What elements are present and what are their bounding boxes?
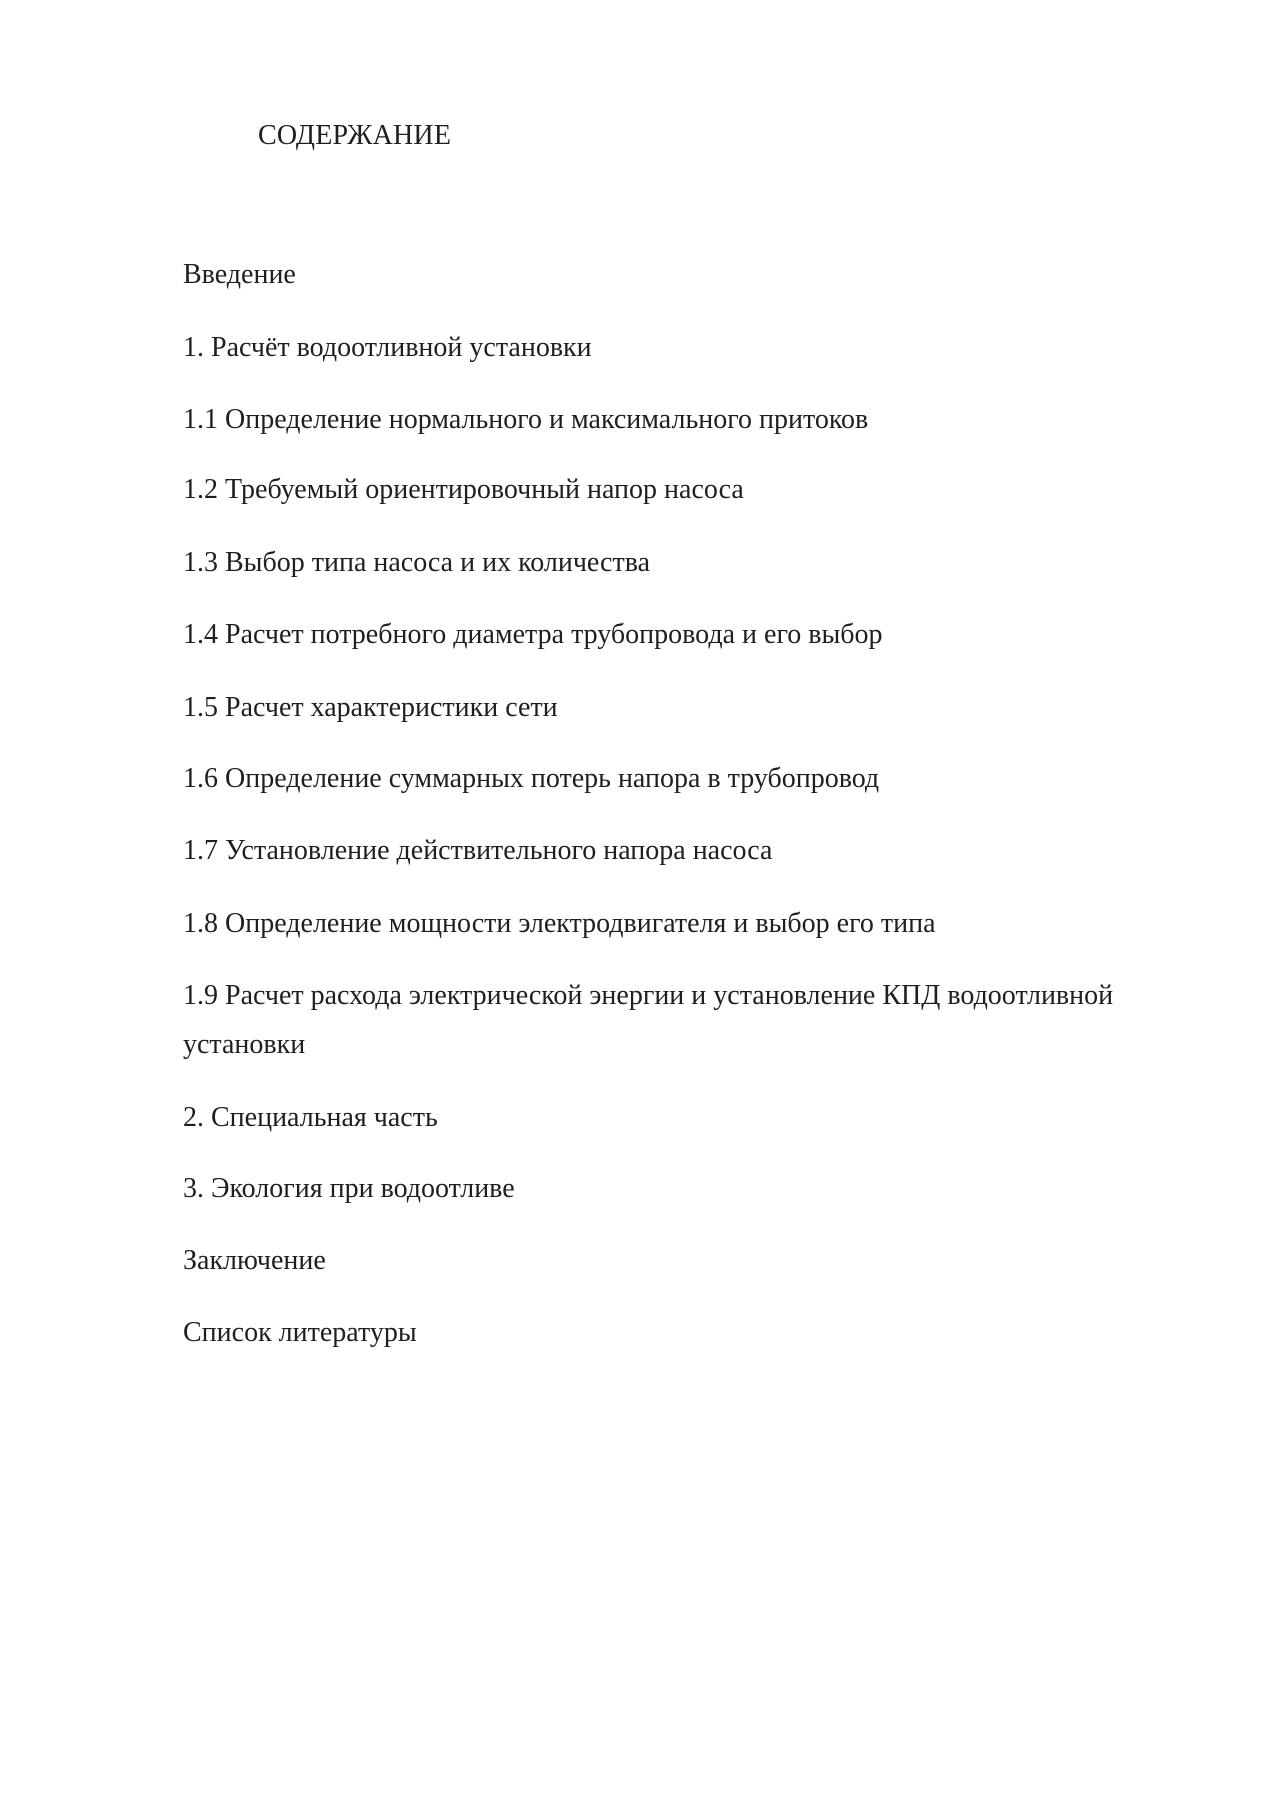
toc-item-conclusion: Заключение — [183, 1245, 326, 1276]
toc-item-1-1: 1.1 Определение нормального и максимального притоков — [183, 404, 869, 435]
toc-item-references: Список литературы — [183, 1317, 417, 1348]
toc-item-1-2: 1.2 Требуемый ориентировочный напор насоса — [183, 474, 744, 505]
toc-item-1-4: 1.4 Расчет потребного диаметра трубопровода и его выбор — [183, 619, 883, 650]
toc-item-1-9: 1.9 Расчет расхода электрической энергии и установление КПД водоотливной установки — [183, 980, 1114, 1060]
page-title: СОДЕРЖАНИЕ — [258, 120, 452, 151]
toc-item-3: 3. Экология при водоотливе — [183, 1173, 515, 1204]
toc-item-introduction: Введение — [183, 259, 296, 290]
toc-item-1-6: 1.6 Определение суммарных потерь напора в трубопровод — [183, 763, 880, 794]
toc-item-1-8: 1.8 Определение мощности электродвигателя и выбор его типа — [183, 908, 936, 939]
toc-item-2: 2. Специальная часть — [183, 1102, 438, 1133]
toc-item-1-5: 1.5 Расчет характеристики сети — [183, 692, 558, 723]
toc-item-1-7: 1.7 Установление действительного напора насоса — [183, 835, 773, 866]
toc-item-1-3: 1.3 Выбор типа насоса и их количества — [183, 547, 650, 578]
toc-item-1: 1. Расчёт водоотливной установки — [183, 332, 592, 363]
